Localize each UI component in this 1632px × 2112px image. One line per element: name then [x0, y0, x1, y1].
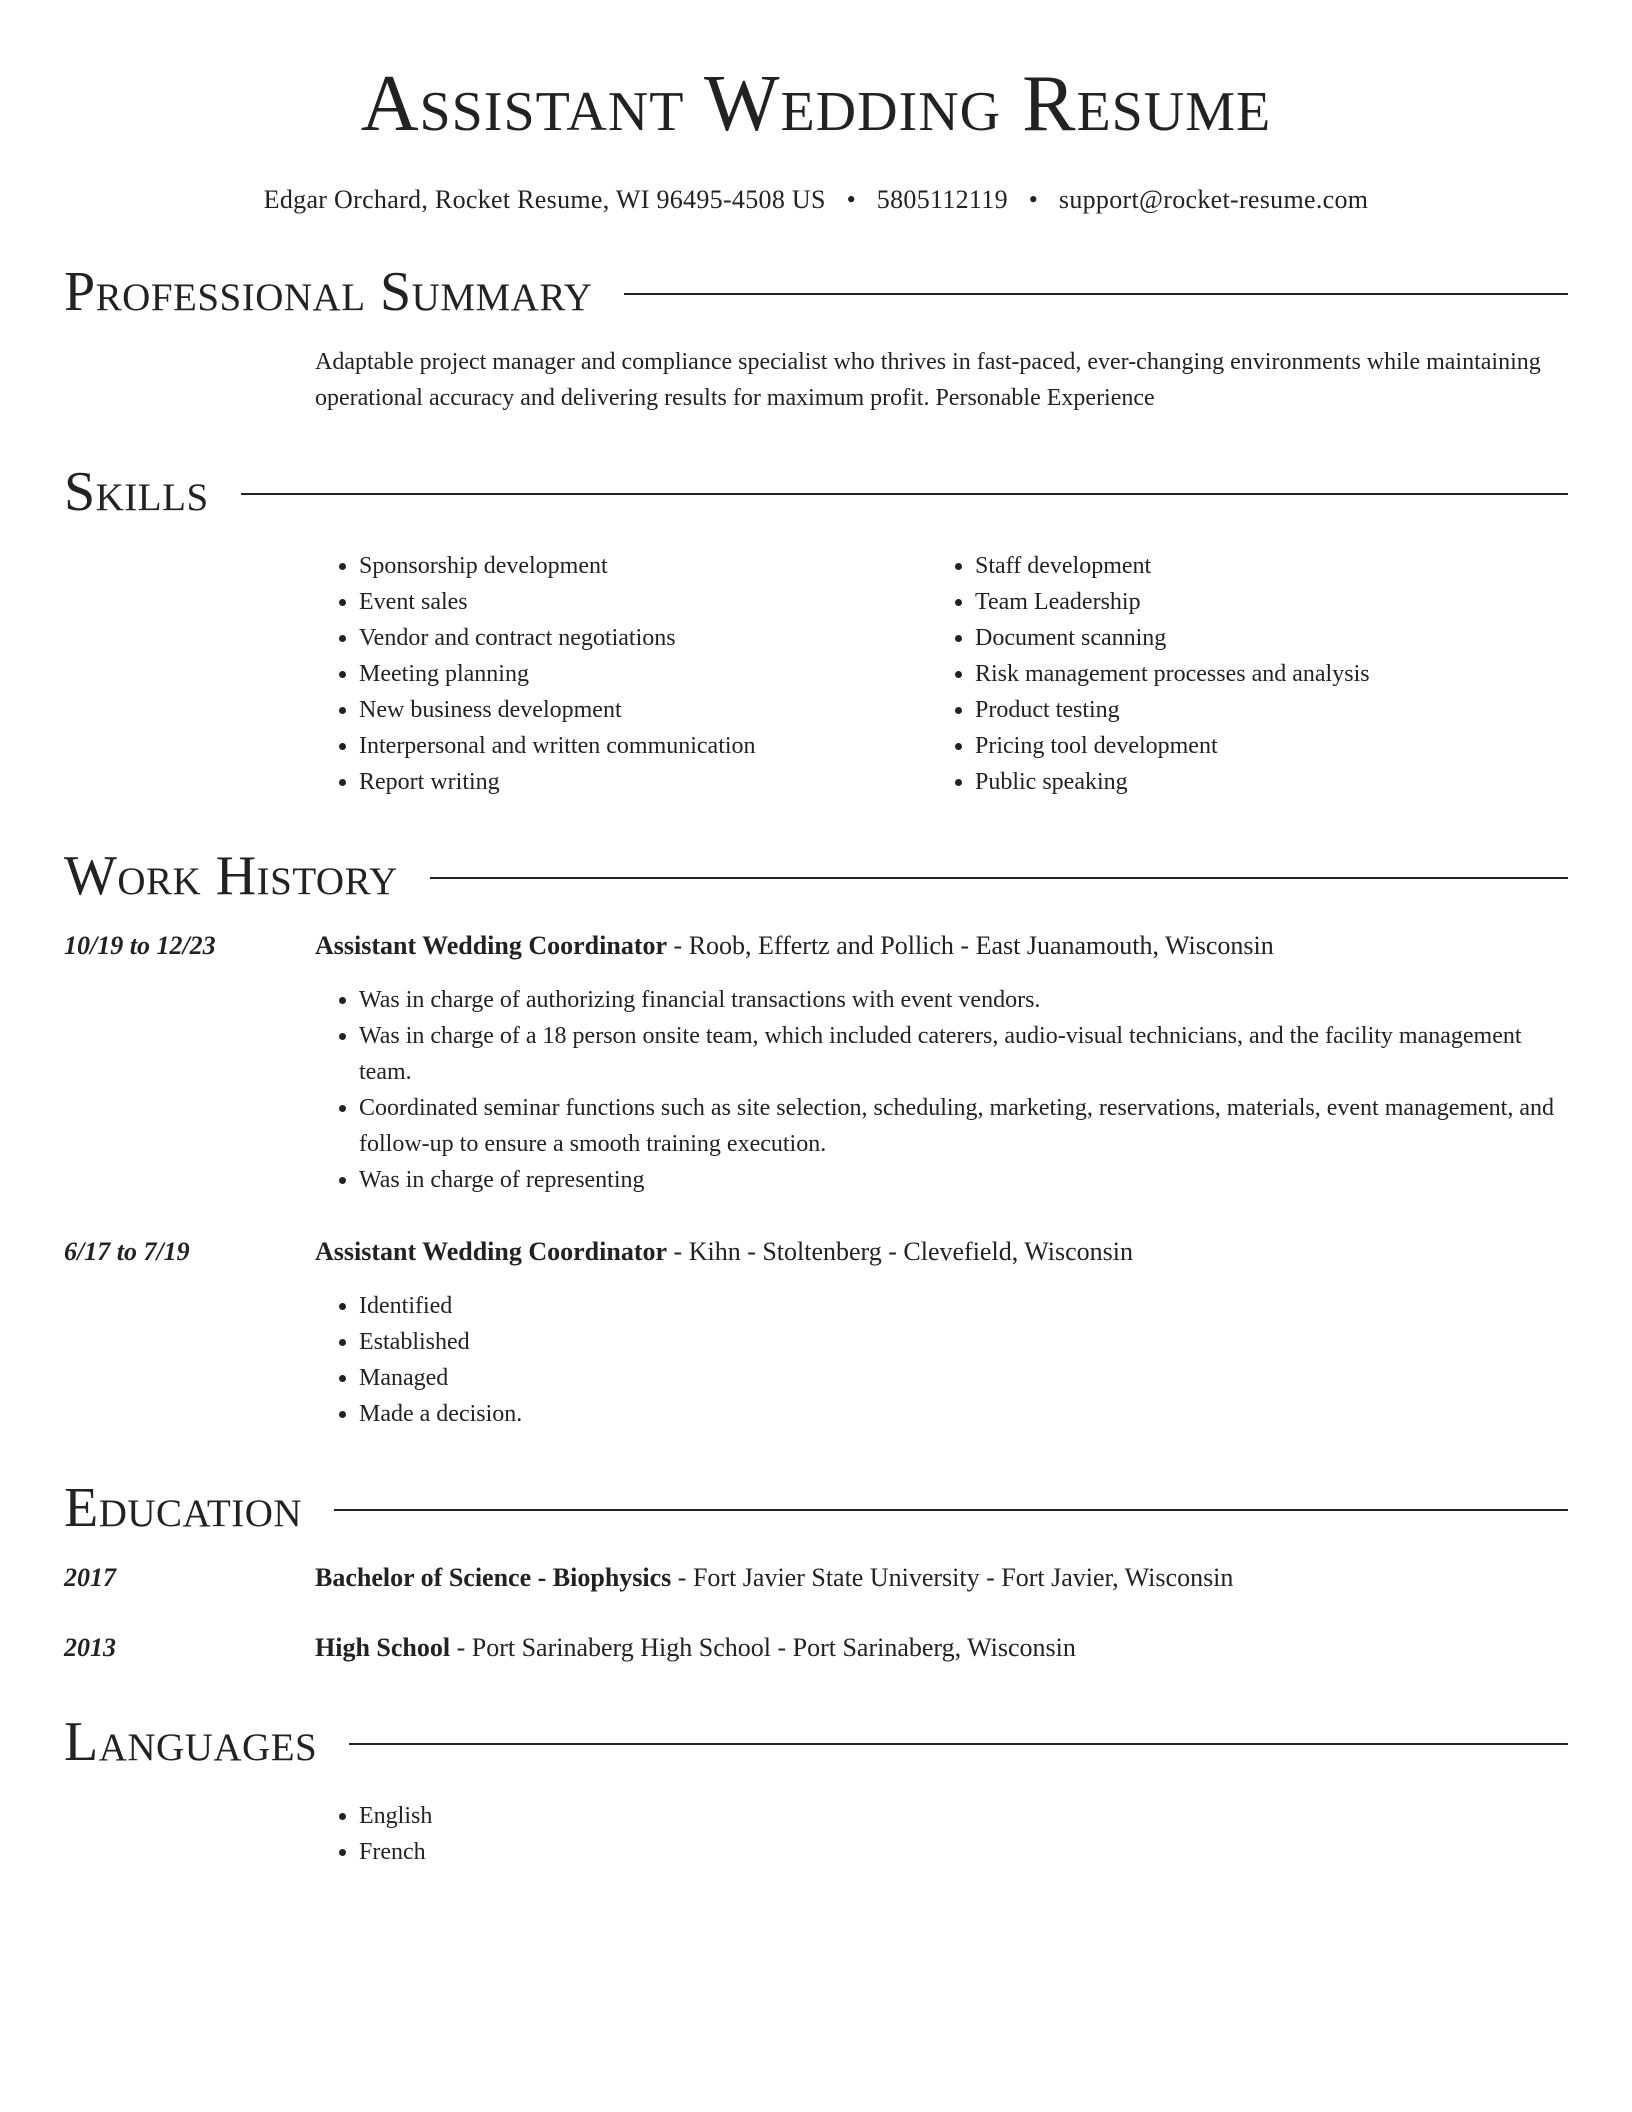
skill-item: • Sponsorship development	[359, 548, 931, 584]
skills-column-left	[315, 548, 931, 800]
skills-heading: Skills	[64, 461, 209, 523]
job-body	[315, 928, 1568, 1198]
job-details: - Roob, Effertz and Pollich - East Juanamouth, Wisconsin	[667, 931, 1274, 960]
job-entry	[64, 928, 1568, 1198]
education-entry	[64, 1630, 1568, 1666]
skill-item: • Vendor and contract negotiations	[359, 620, 931, 656]
skill-item: • Risk management processes and analysis	[975, 656, 1547, 692]
languages-section-header	[64, 1710, 1568, 1774]
skill-item: • Document scanning	[975, 620, 1547, 656]
skill-item: • Interpersonal and written communication	[359, 728, 931, 764]
document-title: Assistant Wedding Resume	[360, 60, 1272, 148]
skill-item: • Team Leadership	[975, 584, 1547, 620]
job-bullet: • Was in charge of representing	[359, 1162, 1568, 1198]
job-bullet: • Identified	[359, 1288, 1568, 1324]
job-entry	[64, 1234, 1568, 1432]
education-degree: Bachelor of Science - Biophysics	[315, 1563, 672, 1592]
skill-item: • Product testing	[975, 692, 1547, 728]
section-divider	[241, 493, 1568, 495]
job-bullet: • Made a decision.	[359, 1396, 1568, 1432]
job-heading-line	[315, 928, 1568, 964]
language-item: • French	[359, 1834, 1568, 1870]
work-section-header	[64, 844, 1568, 908]
contact-separator: •	[1028, 185, 1039, 214]
job-bullets	[315, 982, 1568, 1198]
job-heading-line	[315, 1234, 1568, 1270]
education-date: 2017	[64, 1563, 116, 1592]
education-section-header	[64, 1476, 1568, 1540]
skill-item: • Report writing	[359, 764, 931, 800]
job-date: 10/19 to 12/23	[64, 931, 216, 960]
education-body	[315, 1630, 1568, 1666]
job-date: 6/17 to 7/19	[64, 1237, 190, 1266]
contact-email[interactable]: support@rocket-resume.com	[1058, 185, 1369, 214]
skills-section-header	[64, 460, 1568, 524]
job-title: Assistant Wedding Coordinator	[315, 1237, 668, 1266]
education-list	[64, 1560, 1568, 1666]
work-history	[64, 928, 1568, 1432]
job-bullet: • Was in charge of a 18 person onsite team, which included caterers, audio-visual technicians, and the facility management team.	[359, 1018, 1568, 1090]
job-bullets	[315, 1288, 1568, 1432]
job-details: - Kihn - Stoltenberg - Clevefield, Wisconsin	[667, 1237, 1133, 1266]
section-divider	[624, 293, 1568, 295]
contact-phone: 5805112119	[876, 185, 1008, 214]
language-bullets	[315, 1798, 1568, 1870]
job-body	[315, 1234, 1568, 1432]
skill-item: • Pricing tool development	[975, 728, 1547, 764]
languages-heading: Languages	[64, 1711, 318, 1773]
job-bullet: • Managed	[359, 1360, 1568, 1396]
education-entry	[64, 1560, 1568, 1596]
skills-list-left	[315, 548, 931, 800]
skill-item: • New business development	[359, 692, 931, 728]
section-divider	[334, 1509, 1568, 1511]
section-divider	[430, 877, 1568, 879]
skills-grid	[315, 548, 1568, 800]
education-degree: High School	[315, 1633, 451, 1662]
summary-heading: Professional Summary	[64, 261, 593, 323]
work-heading: Work History	[64, 845, 398, 907]
languages-list	[315, 1798, 1568, 1870]
education-body	[315, 1560, 1568, 1596]
skill-item: • Staff development	[975, 548, 1547, 584]
job-bullet: • Coordinated seminar functions such as site selection, scheduling, marketing, reservations, materials, event management, and follow-up to ensure a smooth training execution.	[359, 1090, 1568, 1162]
summary-section-header	[64, 260, 1568, 324]
education-date: 2013	[64, 1633, 116, 1662]
skills-list-right	[931, 548, 1547, 800]
contact-address: Edgar Orchard, Rocket Resume, WI 96495-4508 US	[263, 185, 826, 214]
skill-item: • Meeting planning	[359, 656, 931, 692]
education-details: - Port Sarinaberg High School - Port Sarinaberg, Wisconsin	[450, 1633, 1076, 1662]
job-bullet: • Established	[359, 1324, 1568, 1360]
language-item: • English	[359, 1798, 1568, 1834]
summary-text: Adaptable project manager and compliance specialist who thrives in fast-paced, ever-changing environments while maintaining operational accuracy and delivering results for maximum profit. Personable Experience	[315, 349, 1541, 411]
job-bullet: • Was in charge of authorizing financial transactions with event vendors.	[359, 982, 1568, 1018]
contact-separator: •	[846, 185, 856, 214]
education-details: - Fort Javier State University - Fort Javier, Wisconsin	[671, 1563, 1234, 1592]
section-divider	[349, 1743, 1568, 1745]
skill-item: • Public speaking	[975, 764, 1547, 800]
skill-item: • Event sales	[359, 584, 931, 620]
skills-column-right	[931, 548, 1547, 800]
education-heading: Education	[64, 1477, 303, 1539]
job-title: Assistant Wedding Coordinator	[315, 931, 668, 960]
contact-line	[64, 184, 1568, 216]
